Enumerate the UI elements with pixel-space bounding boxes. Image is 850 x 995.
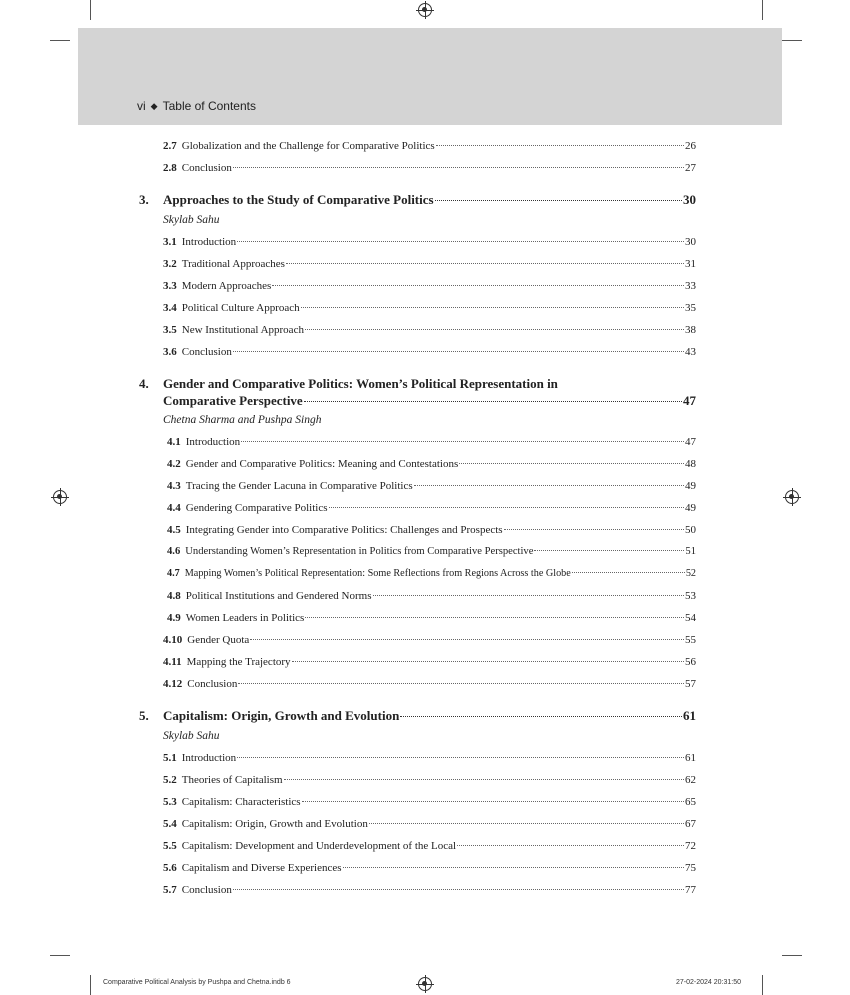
section-number: 4.12 <box>163 678 183 690</box>
section-title: Introduction <box>181 752 237 764</box>
footer-timestamp: 27-02-2024 20:31:50 <box>676 979 741 986</box>
crop-mark <box>762 975 763 995</box>
page-number: 49 <box>685 502 696 514</box>
page-number: 38 <box>685 324 696 336</box>
section-title: Modern Approaches <box>181 280 272 292</box>
section-number: 2.7 <box>163 140 177 152</box>
toc-entry[interactable] <box>163 862 696 874</box>
dot-leader <box>436 145 684 146</box>
dot-leader <box>457 845 684 846</box>
crop-mark <box>782 955 802 956</box>
section-title: Gender and Comparative Politics: Meaning and Contestations <box>185 458 459 470</box>
dot-leader <box>304 401 682 402</box>
section-title: Introduction <box>181 236 237 248</box>
section-number: 4.2 <box>167 458 181 470</box>
section-number: 5.1 <box>163 752 177 764</box>
folio: vi <box>137 99 146 113</box>
dot-leader <box>301 307 684 308</box>
page-number: 30 <box>685 236 696 248</box>
dot-leader <box>241 441 684 442</box>
chapter-title: Approaches to the Study of Comparative Politics <box>163 192 434 207</box>
section-title: Understanding Women’s Representation in Politics from Comparative Perspective <box>185 546 534 557</box>
chapter-author: Skylab Sahu <box>163 730 220 742</box>
dot-leader <box>305 329 684 330</box>
chapter-number: 5. <box>139 708 149 723</box>
page-number: 77 <box>685 884 696 896</box>
page-number: 72 <box>685 840 696 852</box>
section-title: Gender Quota <box>187 634 250 646</box>
toc-entry[interactable] <box>167 612 696 624</box>
section-title: Conclusion <box>181 346 232 358</box>
toc-entry[interactable] <box>163 236 696 248</box>
dot-leader <box>435 200 682 201</box>
toc-entry[interactable] <box>167 436 696 448</box>
section-title: Traditional Approaches <box>181 258 285 270</box>
page-number: 47 <box>683 393 696 408</box>
dot-leader <box>292 661 684 662</box>
toc-entry[interactable] <box>167 546 696 557</box>
dot-leader <box>238 683 684 684</box>
toc-entry[interactable] <box>167 524 696 536</box>
section-title: Capitalism and Diverse Experiences <box>181 862 342 874</box>
toc-entry[interactable] <box>163 884 696 896</box>
section-title: Capitalism: Origin, Growth and Evolution <box>181 818 368 830</box>
page-number: 52 <box>685 568 696 579</box>
dot-leader <box>237 757 684 758</box>
dot-leader <box>572 572 685 573</box>
section-title: Introduction <box>185 436 241 448</box>
page-number: 48 <box>685 458 696 470</box>
section-number: 4.11 <box>163 656 182 668</box>
section-number: 5.3 <box>163 796 177 808</box>
page-number: 33 <box>685 280 696 292</box>
chapter-title: Capitalism: Origin, Growth and Evolution <box>163 708 400 723</box>
section-title: Conclusion <box>181 162 232 174</box>
dot-leader <box>369 823 684 824</box>
dot-leader <box>373 595 685 596</box>
section-number: 5.4 <box>163 818 177 830</box>
toc-entry[interactable] <box>163 774 696 786</box>
section-number: 2.8 <box>163 162 177 174</box>
section-number: 3.4 <box>163 302 177 314</box>
page-number: 30 <box>683 192 696 207</box>
section-title: Women Leaders in Politics <box>185 612 305 624</box>
section-title: New Institutional Approach <box>181 324 304 336</box>
section-title: Mapping the Trajectory <box>186 656 291 668</box>
section-number: 5.2 <box>163 774 177 786</box>
chapter-number: 3. <box>139 192 149 207</box>
crop-mark <box>90 975 91 995</box>
toc-entry[interactable] <box>163 678 696 690</box>
section-number: 3.5 <box>163 324 177 336</box>
dot-leader <box>233 889 684 890</box>
page-number: 57 <box>685 678 696 690</box>
page-number: 35 <box>685 302 696 314</box>
page-number: 50 <box>685 524 696 536</box>
toc-entry[interactable] <box>163 258 696 270</box>
toc-entry[interactable] <box>167 480 696 492</box>
page-number: 54 <box>685 612 696 624</box>
section-number: 3.3 <box>163 280 177 292</box>
page-number: 61 <box>685 752 696 764</box>
section-title: Theories of Capitalism <box>181 774 283 786</box>
section-number: 4.10 <box>163 634 183 646</box>
crop-mark <box>50 955 70 956</box>
dot-leader <box>400 716 682 717</box>
page-number: 31 <box>685 258 696 270</box>
section-number: 5.6 <box>163 862 177 874</box>
section-number: 4.9 <box>167 612 181 624</box>
section-number: 4.4 <box>167 502 181 514</box>
page-number: 53 <box>685 590 696 602</box>
dot-leader <box>233 351 684 352</box>
dot-leader <box>414 485 684 486</box>
chapter-title: Gender and Comparative Politics: Women’s Political Representation in <box>163 376 558 391</box>
registration-mark-icon <box>418 977 432 991</box>
footer-file-slug: Comparative Political Analysis by Pushpa and Chetna.indb 6 <box>103 979 291 986</box>
toc-entry[interactable] <box>163 752 696 764</box>
section-number: 3.2 <box>163 258 177 270</box>
page-number: 75 <box>685 862 696 874</box>
page-number: 49 <box>685 480 696 492</box>
section-title: Conclusion <box>187 678 238 690</box>
section-number: 4.1 <box>167 436 181 448</box>
registration-mark-icon <box>785 490 799 504</box>
page-number: 26 <box>685 140 696 152</box>
toc-entry[interactable] <box>163 634 696 646</box>
dot-leader <box>459 463 684 464</box>
dot-leader <box>272 285 684 286</box>
chapter-heading[interactable] <box>139 708 696 724</box>
page-number: 43 <box>685 346 696 358</box>
toc-entry[interactable] <box>167 568 696 579</box>
section-title: Conclusion <box>181 884 232 896</box>
dot-leader <box>343 867 684 868</box>
toc-entry[interactable] <box>167 502 696 514</box>
section-title: Political Institutions and Gendered Norms <box>185 590 372 602</box>
dot-leader <box>284 779 684 780</box>
chapter-title-line2: Comparative Perspective <box>163 393 303 408</box>
section-number: 3.1 <box>163 236 177 248</box>
dot-leader <box>233 167 684 168</box>
toc-entry[interactable] <box>163 818 696 830</box>
page-number: 56 <box>685 656 696 668</box>
registration-mark-icon <box>53 490 67 504</box>
page-number: 62 <box>685 774 696 786</box>
dot-leader <box>302 801 684 802</box>
toc-entry[interactable] <box>163 162 696 174</box>
dot-leader <box>534 550 684 551</box>
chapter-heading[interactable] <box>139 192 696 208</box>
toc-entry[interactable] <box>163 656 696 668</box>
section-number: 4.6 <box>167 546 181 557</box>
section-title: Tracing the Gender Lacuna in Comparative Politics <box>185 480 413 492</box>
section-title: Capitalism: Characteristics <box>181 796 301 808</box>
section-title: Capitalism: Development and Underdevelopment of the Local <box>181 840 457 852</box>
running-head <box>137 99 256 113</box>
crop-mark <box>782 40 802 41</box>
crop-mark <box>762 0 763 20</box>
chapter-author: Chetna Sharma and Pushpa Singh <box>163 414 322 426</box>
registration-mark-icon <box>418 3 432 17</box>
page-number: 67 <box>685 818 696 830</box>
toc-entry[interactable] <box>167 458 696 470</box>
toc-entry[interactable] <box>163 346 696 358</box>
dot-leader <box>250 639 684 640</box>
section-title: Gendering Comparative Politics <box>185 502 328 514</box>
page-number: 61 <box>683 708 696 723</box>
section-number: 3.6 <box>163 346 177 358</box>
section-number: 5.7 <box>163 884 177 896</box>
dot-leader <box>305 617 684 618</box>
chapter-author: Skylab Sahu <box>163 214 220 226</box>
running-head-title: Table of Contents <box>162 99 256 113</box>
toc-entry[interactable] <box>163 140 696 152</box>
crop-mark <box>90 0 91 20</box>
page-number: 51 <box>685 546 696 557</box>
chapter-number: 4. <box>139 376 149 391</box>
diamond-icon: ◆ <box>150 101 158 111</box>
section-title: Globalization and the Challenge for Comparative Politics <box>181 140 435 152</box>
dot-leader <box>329 507 685 508</box>
dot-leader <box>504 529 684 530</box>
toc-entry[interactable] <box>163 324 696 336</box>
page-number: 27 <box>685 162 696 174</box>
page-number: 65 <box>685 796 696 808</box>
section-number: 5.5 <box>163 840 177 852</box>
section-number: 4.7 <box>167 568 180 579</box>
section-number: 4.8 <box>167 590 181 602</box>
toc-entry[interactable] <box>167 590 696 602</box>
toc-entry[interactable] <box>163 302 696 314</box>
section-title: Mapping Women’s Political Representation: Some Reflections from Regions Across the Globe <box>184 568 571 579</box>
page-number: 47 <box>685 436 696 448</box>
section-number: 4.5 <box>167 524 181 536</box>
chapter-heading-continued[interactable] <box>163 393 696 409</box>
dot-leader <box>237 241 684 242</box>
toc-entry[interactable] <box>163 796 696 808</box>
page-number: 55 <box>685 634 696 646</box>
section-title: Integrating Gender into Comparative Politics: Challenges and Prospects <box>185 524 503 536</box>
toc-entry[interactable] <box>163 280 696 292</box>
section-title: Political Culture Approach <box>181 302 300 314</box>
crop-mark <box>50 40 70 41</box>
toc-entry[interactable] <box>163 840 696 852</box>
dot-leader <box>286 263 684 264</box>
chapter-heading[interactable] <box>139 376 558 392</box>
section-number: 4.3 <box>167 480 181 492</box>
